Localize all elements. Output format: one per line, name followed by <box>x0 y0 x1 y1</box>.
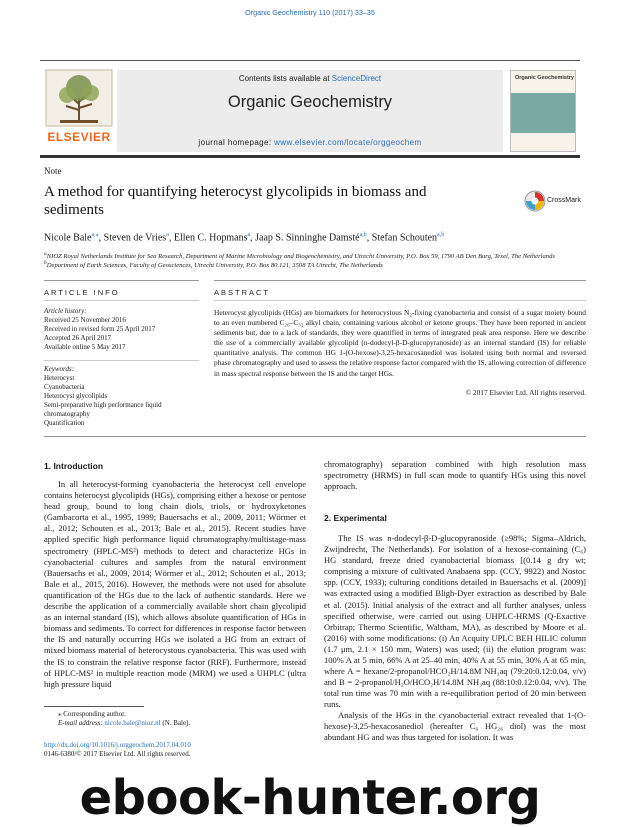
experimental-heading: 2. Experimental <box>324 513 387 523</box>
abstract-rule <box>214 280 586 281</box>
footnote-rule <box>44 706 144 707</box>
cover-image <box>511 93 575 133</box>
journal-homepage <box>117 138 503 147</box>
article-type: Note <box>44 166 62 176</box>
keyword: Quantification <box>44 419 85 427</box>
publisher-name: ELSEVIER <box>47 130 111 144</box>
keywords-label: Keywords: <box>44 365 75 373</box>
homepage-link[interactable]: www.elsevier.com/locate/orggeochem <box>274 138 422 147</box>
author-name[interactable]: Steven de Vries <box>103 232 167 244</box>
email-line <box>44 719 190 728</box>
author-name[interactable]: Stefan Schouten <box>371 232 438 244</box>
keywords-rule <box>44 360 199 361</box>
journal-citation[interactable]: Organic Geochemistry 110 (2017) 33–35 <box>245 8 375 17</box>
sciencedirect-link[interactable]: ScienceDirect <box>331 74 382 83</box>
journal-cover-thumbnail[interactable] <box>510 70 576 152</box>
introduction-heading: 1. Introduction <box>44 461 104 471</box>
keyword: Heterocyst <box>44 374 75 382</box>
crossmark-label: CrossMark <box>547 197 581 204</box>
email-suffix: (N. Bale). <box>160 719 191 727</box>
affiliation-text: NIOZ Royal Netherlands Institute for Sea Research, Department of Marine Microbiology and Biogeochemistry, and Utrecht University, P.O. Box 59, 1790 AB Den Burg, Texel, The Netherlands <box>46 253 555 261</box>
journal-name: Organic Geochemistry <box>227 93 393 111</box>
cover-title: Organic Geochemistry <box>515 75 574 81</box>
keyword: Cyanobacteria <box>44 383 85 391</box>
author-affil-sup[interactable]: a,b <box>359 232 367 238</box>
keyword: Heterocyst glycolipids <box>44 392 108 400</box>
keyword: Semi-preparative high performance liquid chromatography <box>44 401 162 418</box>
author-name[interactable]: Ellen C. Hopmans <box>173 232 248 244</box>
email-link[interactable]: nicole.bale@nioz.nl <box>104 719 161 727</box>
email-label: E-mail address: <box>58 719 105 727</box>
experimental-paragraph-2: Analysis of the HGs in the cyanobacterial extract revealed that 1-(O-hexose)-3,25-hexacosanediol (hereafter C₆ HG₂₆ diol) was the most abundant HG and was thus targeted for isolation. It was <box>324 710 586 743</box>
affiliation-text: Department of Earth Sciences, Faculty of Geosciences, Utrecht University, P.O. Box 80.121, 3508 TA Utrecht, The Netherlands <box>46 262 383 270</box>
article-info-heading: ARTICLE INFO <box>44 288 120 297</box>
contents-line <box>117 74 503 83</box>
affiliation-sup: a <box>44 251 47 257</box>
author-affil-sup[interactable]: a <box>166 232 169 238</box>
doi-link[interactable]: http://dx.doi.org/10.1016/j.orggeochem.2017.04.010 <box>44 741 191 749</box>
history-item: Available online 5 May 2017 <box>44 343 126 351</box>
history-item: Received in revised form 25 April 2017 <box>44 325 156 333</box>
introduction-paragraph: In all heterocyst-forming cyanobacteria the heterocyst cell envelope contains heterocyst glycolipids (HGs), comprising either a hexose or pentose head group, bound to long chain diols, triols, or hydroxyketones (Gambacorta et al., 1995, 1999; Bauersachs et al., 2009, 2011; Wörmer et al., 2012; Schouten et al., 2013; Bale et al., 2015). Recent studies have applied specific high performance liquid chromatography/multistage-mass spectrometry (HPLC-MS²) methods to detect and characterize HGs in cyanobacterial cultures and samples from the natural environment (Bauersachs et al., 2009, 2014; Wörmer et al., 2012; Schouten et al., 2013; Bale et al., 2015, 2016). However, the methods were not used for absolute quantification of the HGs due to the lack of authentic standards. Here we describe the application of a commercially available short chain glycolipid as an internal standard (IS), which allows absolute quantification of HGs in biomass and sediments. To correct for differences in response factor between the IS and naturally occurring HGs we isolated a HG from an extract of mixed biomass material of heterocystous cyanobacteria. This was used with the IS to constrain the relative response factor (RRF). Furthermore, instead of HPLC-MS² in multiple reaction mode (MRM) we used a UHPLC (ultra high pressure liquid <box>44 479 306 689</box>
author-name[interactable]: Jaap S. Sinninghe Damsté <box>255 232 360 244</box>
header-bottom-rule <box>40 155 580 158</box>
article-info-rule <box>44 280 199 281</box>
author-affil-sup[interactable]: a <box>247 232 251 238</box>
abstract-heading: ABSTRACT <box>214 288 271 297</box>
contents-prefix: Contents lists available at <box>238 74 330 83</box>
crossmark-badge[interactable] <box>524 188 584 216</box>
history-item: Accepted 26 April 2017 <box>44 334 112 342</box>
experimental-paragraph: The IS was n-dodecyl-β-D-glucopyranoside (≥98%; Sigma–Aldrich, Zwijndrecht, The Netherlands). For isolation of a hexose-containing (C₆) HG standard, freeze dried cyanobacterial biomass [(0.14 g dry wt; comprising a mixture of cultivated Anabaena spp. (CCY, 9922) and Nostoc spp. (CCY, 1933); culturing conditions detailed in Bauersachs et al. (2009)] was extracted using a modified Bligh-Dyer extraction as described by Bale et al. (2015). Initial analysis of the extract and all further analyses, unless specified otherwise, were carried out using UHPLC-HRMS (Q-Exactive Orbitrap; Thermo Scientific, Waltham, MA), as described by Moore et al. (2016) with some modifications: (i) An Acquity UPLC BEH HILIC column (1.7 μm, 2.1 × 150 mm, Waters) was used; (ii) the elution program was: 100% A at 5 min, 66% A at 25–40 min, 40% A at 55 min, 30% A at 65 min, where A = hexane/2-propanol/HCO₂H/14.8M NH₃aq (79:20:0.12:0.04, v/v) and B = 2-propanol/H₂O/HCO₂H/14.8M NH₃aq (88:10:0.12:0.04, v/v). The total run time was 70 min with a re-equilibration period of 20 min between runs. <box>324 533 586 710</box>
author-affil-sup[interactable]: a,b <box>437 232 445 238</box>
abstract-copyright: © 2017 Elsevier Ltd. All rights reserved. <box>465 388 586 397</box>
homepage-prefix: journal homepage: <box>198 138 275 147</box>
introduction-continued: chromatography) separation combined with high resolution mass spectrometry (HRMS) in full scan mode to quantify HGs using this novel approach. <box>324 459 586 492</box>
article-info-subrule <box>44 300 199 301</box>
affiliation-sup: b <box>44 260 47 266</box>
author-affil-sup[interactable]: a,⁎ <box>91 232 99 238</box>
abstract-bottom-rule <box>44 436 586 437</box>
issn-line: 0146-6380/© 2017 Elsevier Ltd. All rights reserved. <box>44 750 191 758</box>
article-title: A method for quantifying heterocyst glycolipids in biomass and sediments <box>44 184 427 218</box>
corresponding-note: ⁎ Corresponding author. <box>58 710 126 718</box>
watermark: ebook-hunter.org <box>79 770 541 826</box>
history-label: Article history: <box>44 307 87 315</box>
author-name[interactable]: Nicole Bale <box>44 232 92 244</box>
history-item: Received 25 November 2016 <box>44 316 126 324</box>
author-list: Nicole Bale$^{a,⁎}$, Steven de Vries$^a$, Ellen C. Hopmans$^a$, Jaap S. Sinninghe Damsté$^{a,b}$, Stefan Schouten$^{a,b}$ <box>44 232 445 244</box>
abstract-subrule <box>214 300 586 301</box>
affiliation <box>44 259 584 270</box>
abstract-text: Heterocyst glycolipids (HGs) are biomarkers for heterocystous N₂-fixing cyanobacteria and consist of a sugar moiety bound to an even numbered C₂₆–C₃₂ alkyl chain, containing various alcohol or ketone groups. They have been reported in ancient sediments but, due to a lack of standards, they were quantified in terms of integrated peak area response. Here we describe the use of a commercially available glycolipid (n-dodecyl-β-D-glucopyranoside) as an internal standard (IS) for reliable quantitative analysis. The common HG 1-(O-hexose)-3,25-hexacosanediol was isolated using both normal and reversed phase chromatography and used to assess the relative response factor compared with the IS, allowing correction of difference in mass spectral response between the IS and the target HGs. <box>214 308 586 378</box>
header-top-rule <box>40 60 580 61</box>
